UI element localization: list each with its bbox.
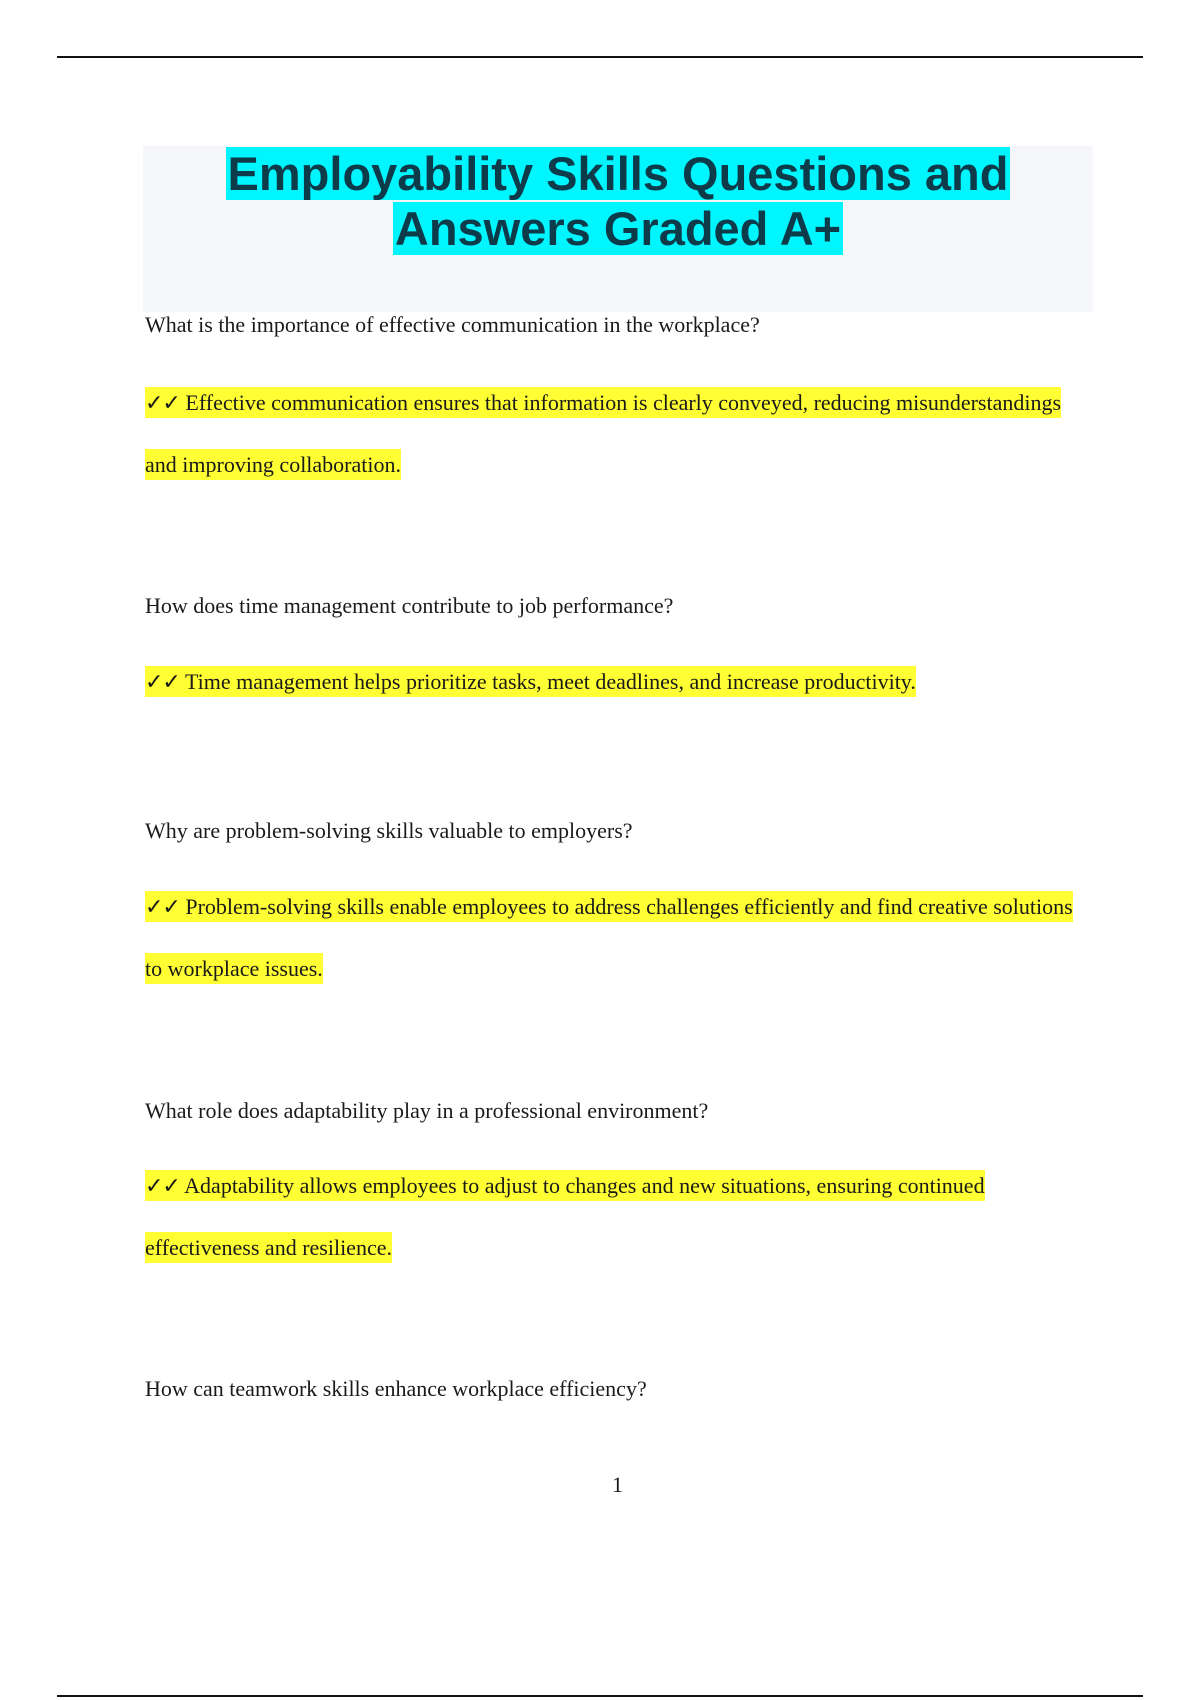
question-3: Why are problem-solving skills valuable to employers? [145, 818, 633, 843]
document-title [143, 146, 1093, 256]
question-2: How does time management contribute to job performance? [145, 593, 674, 618]
answer-4-highlight [145, 1170, 985, 1263]
answer-3 [145, 876, 1075, 999]
checkmark-icon: ✓✓ [145, 670, 180, 695]
top-rule [57, 56, 1143, 58]
answer-1-highlight [145, 387, 1061, 480]
checkmark-icon: ✓✓ [145, 391, 180, 416]
title-line-2: Answers Graded A+ [394, 202, 842, 255]
bottom-rule [57, 1695, 1143, 1697]
answer-1-text: Effective communication ensures that information is clearly conveyed, reducing misunderstandings and improving collaboration. [145, 390, 1062, 477]
question-1: What is the importance of effective communication in the workplace? [145, 312, 760, 337]
page-number: 1 [612, 1472, 623, 1497]
answer-2-text: Time management helps prioritize tasks, meet deadlines, and increase productivity. [184, 669, 916, 694]
question-5: How can teamwork skills enhance workplace efficiency? [145, 1376, 647, 1401]
checkmark-icon: ✓✓ [145, 895, 180, 920]
answer-4-text: Adaptability allows employees to adjust to changes and new situations, ensuring continued effectiveness and resilience. [145, 1173, 985, 1260]
answer-2-highlight [145, 666, 916, 697]
question-4: What role does adaptability play in a professional environment? [145, 1098, 709, 1123]
answer-2 [145, 651, 1075, 713]
answer-4 [145, 1155, 1075, 1278]
checkmark-icon: ✓✓ [145, 1174, 180, 1199]
title-line-1: Employability Skills Questions and [227, 147, 1009, 200]
answer-3-text: Problem-solving skills enable employees to address challenges efficiently and find creative solutions to workplace issues. [145, 894, 1073, 981]
answer-1 [145, 372, 1075, 495]
answer-3-highlight [145, 891, 1073, 984]
